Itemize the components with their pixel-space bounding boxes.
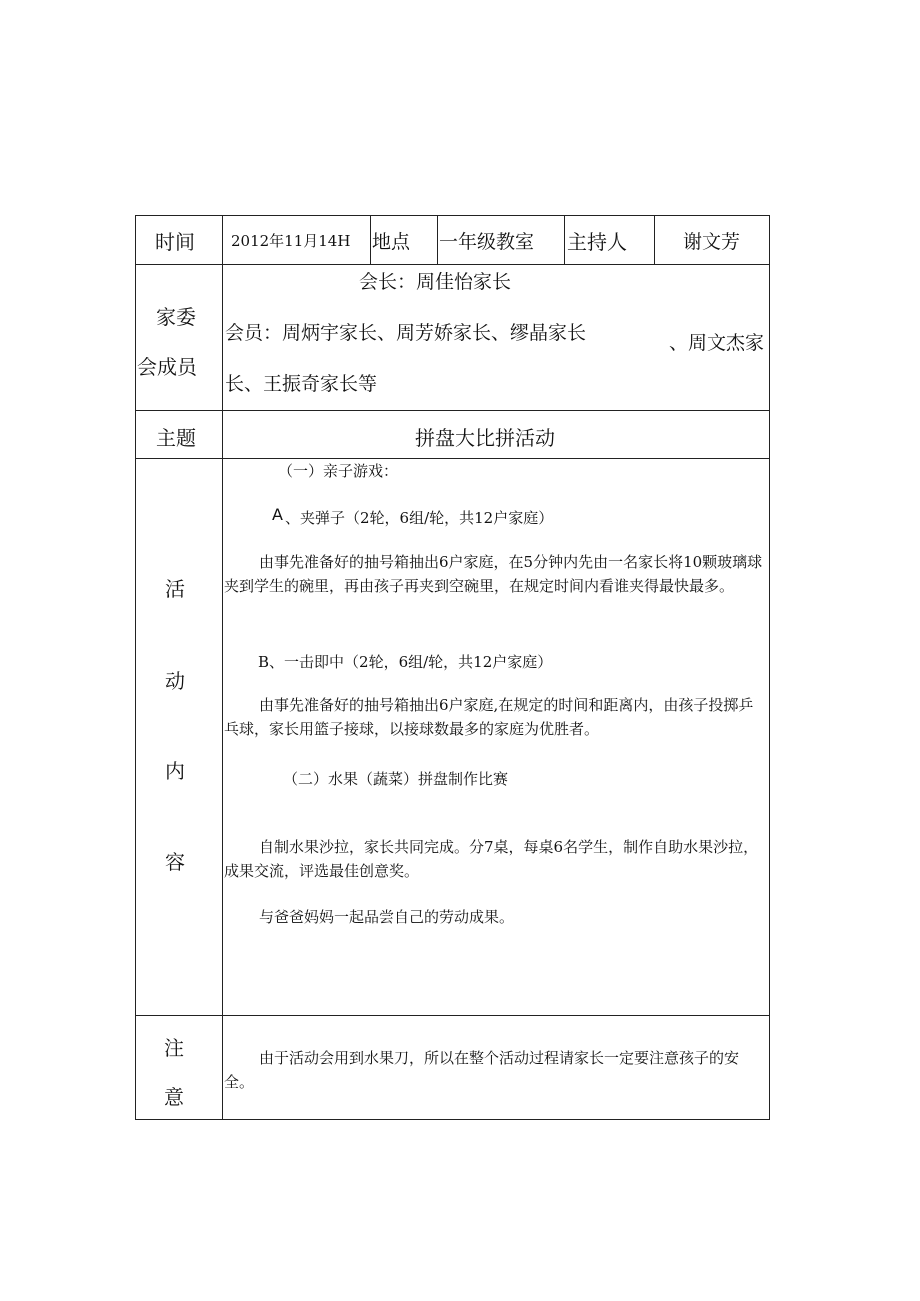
notice-label-char: 意 (164, 1085, 184, 1109)
itemA-letter: A (272, 505, 283, 524)
section1-title: （一）亲子游戏： (278, 462, 399, 480)
members-label-line1: 家委 (156, 305, 196, 329)
time-value: 2012年11月14H (231, 232, 351, 250)
row-divider (135, 264, 770, 265)
theme-label: 主题 (156, 426, 196, 450)
col-divider (437, 215, 438, 264)
notice-label-char: 注 (164, 1036, 184, 1060)
section2-description: 自制水果沙拉，家长共同完成。分7桌，每桌6名学生，制作自助水果沙拉，成果交流，评选最佳创意奖。 (224, 838, 759, 880)
row-divider (135, 410, 770, 411)
col-divider (564, 215, 565, 264)
members-line1-tail: 、周文杰家 (669, 332, 765, 354)
row-divider (135, 1015, 770, 1016)
col-divider (370, 215, 371, 264)
itemB-title: B、一击即中（2轮，6组/轮，共12户家庭） (258, 653, 553, 671)
activity-label-char: 内 (165, 759, 185, 783)
label-column-divider (222, 215, 223, 1120)
notice-text: 由于活动会用到水果刀，所以在整个活动过程请家长一定要注意孩子的安全。 (224, 1049, 740, 1091)
row-divider (135, 458, 770, 459)
members-label-line2: 会成员 (137, 355, 197, 379)
table-border-right (769, 215, 770, 1120)
col-divider (654, 215, 655, 264)
itemA-title: 、夹弹子（2轮，6组/轮，共12户家庭） (285, 509, 554, 527)
host-label: 主持人 (567, 230, 627, 254)
activity-label-char: 活 (165, 577, 185, 601)
meeting-record-table (135, 215, 770, 1120)
table-border-bottom (135, 1119, 770, 1120)
section2-title: （二）水果（蔬菜）拼盘制作比赛 (283, 770, 509, 788)
members-line1: 会员：周炳宇家长、周芳娇家长、缪晶家长 (225, 322, 587, 344)
host-value: 谢文芳 (683, 231, 741, 253)
table-border-left (135, 215, 136, 1120)
place-label: 地点 (372, 231, 411, 253)
activity-label-char: 容 (165, 850, 185, 874)
itemA-description: 由事先准备好的抽号箱抽出6户家庭，在5分钟内先由一名家长将10颗玻璃球夹到学生的碗里，再由孩子再夹到空碗里，在规定时间内看谁夹得最快最多。 (224, 553, 763, 595)
members-line2: 长、王振奇家长等 (225, 373, 378, 395)
table-border-top (135, 215, 770, 216)
activity-label-char: 动 (165, 669, 185, 693)
place-value: 一年级教室 (439, 231, 535, 253)
time-label: 时间 (155, 230, 195, 254)
theme-value: 拼盘大比拼活动 (415, 426, 555, 450)
president: 会长：周佳怡家长 (359, 271, 512, 293)
itemB-description: 由事先准备好的抽号箱抽出6户家庭,在规定的时间和距离内，由孩子投掷乒乓球，家长用篮子接球，以接球数最多的家庭为优胜者。 (224, 696, 754, 738)
closing-note: 与爸爸妈妈一起品尝自己的劳动成果。 (259, 908, 515, 926)
